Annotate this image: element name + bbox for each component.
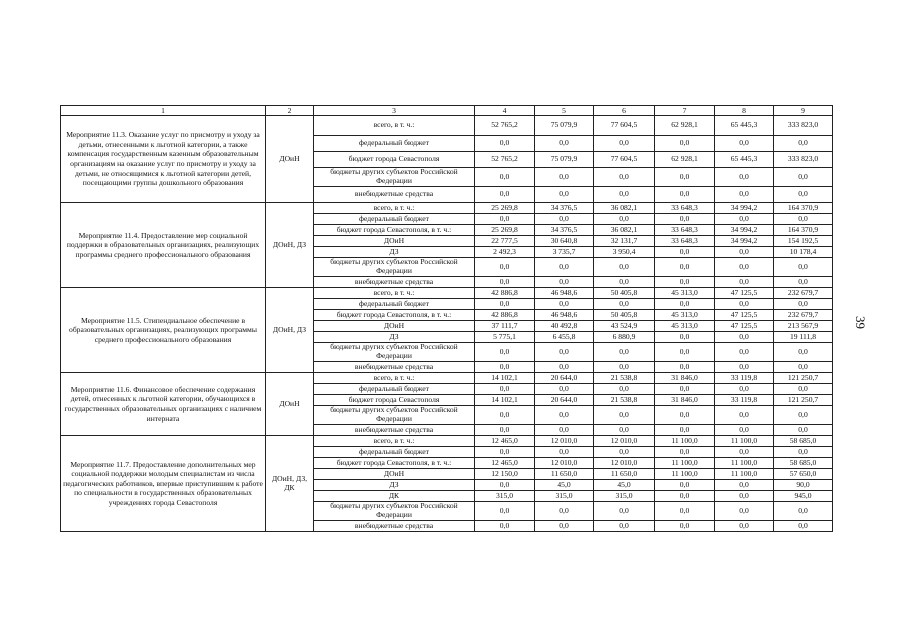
amount-cell: 5 775,1 [475, 332, 535, 343]
amount-cell: 0,0 [655, 362, 715, 373]
amount-cell: 0,0 [475, 521, 535, 532]
funding-source: бюджеты других субъектов Российской Федерации [314, 343, 475, 362]
amount-cell: 32 131,7 [594, 236, 655, 247]
amount-cell: 0,0 [535, 521, 594, 532]
amount-cell: 34 994,2 [715, 203, 774, 214]
funding-source: бюджет города Севастополя [314, 152, 475, 168]
table-row [61, 116, 833, 136]
amount-cell: 121 250,7 [774, 373, 833, 384]
amount-cell: 0,0 [715, 343, 774, 362]
amount-cell: 0,0 [774, 521, 833, 532]
amount-cell: 11 100,0 [655, 458, 715, 469]
amount-cell: 52 765,2 [475, 152, 535, 168]
amount-cell: 34 376,5 [535, 225, 594, 236]
amount-cell: 0,0 [774, 214, 833, 225]
amount-cell: 34 994,2 [715, 236, 774, 247]
funding-source: бюджеты других субъектов Российской Федерации [314, 406, 475, 425]
amount-cell: 11 100,0 [655, 469, 715, 480]
amount-cell: 0,0 [594, 277, 655, 288]
amount-cell: 0,0 [535, 425, 594, 436]
amount-cell: 34 994,2 [715, 225, 774, 236]
funding-source: федеральный бюджет [314, 384, 475, 395]
amount-cell: 0,0 [655, 343, 715, 362]
amount-cell: 6 880,9 [594, 332, 655, 343]
amount-cell: 0,0 [655, 136, 715, 152]
amount-cell: 45 313,0 [655, 288, 715, 299]
amount-cell: 0,0 [594, 406, 655, 425]
amount-cell: 12 010,0 [535, 458, 594, 469]
measure-executor: ДОиН, ДЗ [266, 203, 314, 288]
amount-cell: 0,0 [594, 168, 655, 187]
amount-cell: 0,0 [655, 332, 715, 343]
amount-cell: 0,0 [594, 136, 655, 152]
amount-cell: 315,0 [535, 491, 594, 502]
amount-cell: 36 082,1 [594, 225, 655, 236]
amount-cell: 0,0 [715, 480, 774, 491]
amount-cell: 164 370,9 [774, 203, 833, 214]
amount-cell: 19 111,8 [774, 332, 833, 343]
amount-cell: 14 102,1 [475, 395, 535, 406]
amount-cell: 0,0 [715, 168, 774, 187]
amount-cell: 0,0 [774, 425, 833, 436]
amount-cell: 0,0 [774, 136, 833, 152]
amount-cell: 45,0 [594, 480, 655, 491]
amount-cell: 0,0 [535, 136, 594, 152]
amount-cell: 164 370,9 [774, 225, 833, 236]
amount-cell: 0,0 [715, 425, 774, 436]
funding-source: бюджет города Севастополя [314, 395, 475, 406]
funding-source: ДЗ [314, 480, 475, 491]
amount-cell: 0,0 [715, 491, 774, 502]
amount-cell: 42 886,8 [475, 288, 535, 299]
amount-cell: 0,0 [655, 480, 715, 491]
amount-cell: 33 119,8 [715, 373, 774, 384]
amount-cell: 0,0 [535, 362, 594, 373]
amount-cell: 315,0 [594, 491, 655, 502]
funding-source: бюджеты других субъектов Российской Федерации [314, 258, 475, 277]
amount-cell: 0,0 [774, 168, 833, 187]
funding-source: всего, в т. ч.: [314, 203, 475, 214]
amount-cell: 0,0 [655, 277, 715, 288]
funding-source: федеральный бюджет [314, 299, 475, 310]
amount-cell: 0,0 [475, 384, 535, 395]
amount-cell: 0,0 [475, 425, 535, 436]
measure-executor: ДОиН [266, 116, 314, 203]
amount-cell: 0,0 [655, 521, 715, 532]
amount-cell: 0,0 [774, 299, 833, 310]
amount-cell: 0,0 [715, 384, 774, 395]
amount-cell: 0,0 [655, 214, 715, 225]
header-cell: 7 [655, 106, 715, 116]
amount-cell: 0,0 [715, 406, 774, 425]
amount-cell: 0,0 [715, 277, 774, 288]
amount-cell: 0,0 [774, 187, 833, 203]
amount-cell: 0,0 [594, 187, 655, 203]
header-cell: 4 [475, 106, 535, 116]
amount-cell: 0,0 [535, 384, 594, 395]
funding-source: внебюджетные средства [314, 425, 475, 436]
amount-cell: 30 640,8 [535, 236, 594, 247]
amount-cell: 0,0 [535, 299, 594, 310]
amount-cell: 315,0 [475, 491, 535, 502]
amount-cell: 3 950,4 [594, 247, 655, 258]
funding-source: внебюджетные средства [314, 362, 475, 373]
funding-source: внебюджетные средства [314, 277, 475, 288]
amount-cell: 0,0 [594, 214, 655, 225]
amount-cell: 0,0 [774, 502, 833, 521]
amount-cell: 0,0 [475, 343, 535, 362]
amount-cell: 58 685,0 [774, 436, 833, 447]
amount-cell: 58 685,0 [774, 458, 833, 469]
amount-cell: 0,0 [715, 299, 774, 310]
amount-cell: 45 313,0 [655, 310, 715, 321]
amount-cell: 0,0 [594, 521, 655, 532]
header-cell: 3 [314, 106, 475, 116]
amount-cell: 65 445,3 [715, 152, 774, 168]
amount-cell: 0,0 [594, 258, 655, 277]
table-row [61, 373, 833, 384]
funding-source: внебюджетные средства [314, 187, 475, 203]
amount-cell: 0,0 [655, 299, 715, 310]
amount-cell: 0,0 [655, 425, 715, 436]
measure-executor: ДОиН [266, 373, 314, 436]
amount-cell: 0,0 [655, 491, 715, 502]
amount-cell: 52 765,2 [475, 116, 535, 136]
amount-cell: 0,0 [535, 277, 594, 288]
measure-executor: ДОиН, ДЗ [266, 288, 314, 373]
amount-cell: 90,0 [774, 480, 833, 491]
header-cell: 5 [535, 106, 594, 116]
amount-cell: 77 604,5 [594, 116, 655, 136]
amount-cell: 945,0 [774, 491, 833, 502]
amount-cell: 37 111,7 [475, 321, 535, 332]
amount-cell: 0,0 [715, 247, 774, 258]
amount-cell: 0,0 [715, 332, 774, 343]
amount-cell: 0,0 [655, 502, 715, 521]
amount-cell: 0,0 [535, 406, 594, 425]
amount-cell: 213 567,9 [774, 321, 833, 332]
amount-cell: 0,0 [475, 502, 535, 521]
funding-source: бюджеты других субъектов Российской Федерации [314, 168, 475, 187]
table-row [61, 436, 833, 447]
header-cell: 2 [266, 106, 314, 116]
amount-cell: 14 102,1 [475, 373, 535, 384]
funding-source: ДЗ [314, 332, 475, 343]
amount-cell: 0,0 [715, 187, 774, 203]
funding-source: ДОиН [314, 321, 475, 332]
amount-cell: 0,0 [655, 447, 715, 458]
amount-cell: 3 735,7 [535, 247, 594, 258]
amount-cell: 0,0 [715, 136, 774, 152]
amount-cell: 0,0 [594, 343, 655, 362]
amount-cell: 11 100,0 [655, 436, 715, 447]
measure-name: Мероприятие 11.7. Предоставление дополнительных мер социальной поддержки молодым специалистам из числа педагогических работников, впервые приступившим к работе по специальности в государственных образовательных учреждениях города Севастополя [61, 436, 266, 532]
amount-cell: 0,0 [715, 362, 774, 373]
amount-cell: 50 405,8 [594, 310, 655, 321]
amount-cell: 31 846,0 [655, 373, 715, 384]
measure-name: Мероприятие 11.6. Финансовое обеспечение содержания детей, отнесенных к льготной категории, обучающихся в государственных образовательных организациях с наличием интерната [61, 373, 266, 436]
amount-cell: 20 644,0 [535, 373, 594, 384]
amount-cell: 47 125,5 [715, 321, 774, 332]
amount-cell: 46 948,6 [535, 310, 594, 321]
amount-cell: 232 679,7 [774, 310, 833, 321]
funding-source: всего, в т. ч.: [314, 116, 475, 136]
amount-cell: 0,0 [655, 406, 715, 425]
page-number: 39 [853, 316, 868, 329]
amount-cell: 33 648,3 [655, 225, 715, 236]
funding-source: бюджет города Севастополя, в т. ч.: [314, 310, 475, 321]
amount-cell: 75 079,9 [535, 116, 594, 136]
amount-cell: 121 250,7 [774, 395, 833, 406]
amount-cell: 75 079,9 [535, 152, 594, 168]
amount-cell: 50 405,8 [594, 288, 655, 299]
amount-cell: 34 376,5 [535, 203, 594, 214]
funding-source: федеральный бюджет [314, 447, 475, 458]
amount-cell: 0,0 [655, 258, 715, 277]
funding-source: ДЗ [314, 247, 475, 258]
funding-source: всего, в т. ч.: [314, 373, 475, 384]
header-cell: 9 [774, 106, 833, 116]
amount-cell: 0,0 [535, 502, 594, 521]
measure-name: Мероприятие 11.5. Стипендиальное обеспечение в образовательных организациях, реализующих программы среднего профессионального образования [61, 288, 266, 373]
amount-cell: 0,0 [715, 258, 774, 277]
amount-cell: 62 928,1 [655, 152, 715, 168]
amount-cell: 33 119,8 [715, 395, 774, 406]
amount-cell: 0,0 [535, 447, 594, 458]
amount-cell: 0,0 [594, 425, 655, 436]
amount-cell: 0,0 [475, 168, 535, 187]
table-row [61, 288, 833, 299]
amount-cell: 0,0 [655, 168, 715, 187]
table-row [61, 203, 833, 214]
amount-cell: 2 492,3 [475, 247, 535, 258]
amount-cell: 0,0 [774, 406, 833, 425]
funding-source: внебюджетные средства [314, 521, 475, 532]
amount-cell: 0,0 [594, 447, 655, 458]
amount-cell: 11 100,0 [715, 436, 774, 447]
amount-cell: 0,0 [475, 277, 535, 288]
amount-cell: 12 465,0 [475, 458, 535, 469]
amount-cell: 11 100,0 [715, 458, 774, 469]
amount-cell: 0,0 [774, 258, 833, 277]
amount-cell: 25 269,8 [475, 203, 535, 214]
amount-cell: 0,0 [475, 447, 535, 458]
measure-name: Мероприятие 11.3. Оказание услуг по присмотру и уходу за детьми, отнесенными к льготной категории, а также компенсация государственным казенным образовательным организациям на оказание услуг по присмотру и уходу за детьми, не относящимися к льготной категории детей, посещающими группы дошкольного образования [61, 116, 266, 203]
amount-cell: 232 679,7 [774, 288, 833, 299]
amount-cell: 0,0 [715, 214, 774, 225]
amount-cell: 0,0 [475, 258, 535, 277]
amount-cell: 0,0 [715, 521, 774, 532]
amount-cell: 154 192,5 [774, 236, 833, 247]
amount-cell: 65 445,3 [715, 116, 774, 136]
amount-cell: 11 650,0 [535, 469, 594, 480]
header-cell: 1 [61, 106, 266, 116]
amount-cell: 0,0 [475, 299, 535, 310]
amount-cell: 0,0 [655, 247, 715, 258]
funding-source: ДОиН [314, 469, 475, 480]
amount-cell: 0,0 [535, 258, 594, 277]
amount-cell: 0,0 [594, 502, 655, 521]
amount-cell: 0,0 [475, 187, 535, 203]
amount-cell: 11 100,0 [715, 469, 774, 480]
amount-cell: 333 823,0 [774, 116, 833, 136]
funding-source: ДОиН [314, 236, 475, 247]
amount-cell: 12 465,0 [475, 436, 535, 447]
amount-cell: 10 178,4 [774, 247, 833, 258]
amount-cell: 45 313,0 [655, 321, 715, 332]
measure-executor: ДОиН, ДЗ, ДК [266, 436, 314, 532]
amount-cell: 0,0 [774, 362, 833, 373]
header-cell: 6 [594, 106, 655, 116]
amount-cell: 0,0 [535, 168, 594, 187]
amount-cell: 0,0 [715, 502, 774, 521]
amount-cell: 0,0 [535, 343, 594, 362]
amount-cell: 33 648,3 [655, 203, 715, 214]
amount-cell: 21 538,8 [594, 395, 655, 406]
amount-cell: 0,0 [774, 384, 833, 395]
amount-cell: 0,0 [594, 384, 655, 395]
amount-cell: 47 125,5 [715, 288, 774, 299]
funding-source: ДК [314, 491, 475, 502]
funding-source: бюджет города Севастополя, в т. ч.: [314, 458, 475, 469]
amount-cell: 45,0 [535, 480, 594, 491]
header-row [61, 106, 833, 116]
amount-cell: 40 492,8 [535, 321, 594, 332]
amount-cell: 0,0 [774, 277, 833, 288]
amount-cell: 0,0 [475, 480, 535, 491]
amount-cell: 62 928,1 [655, 116, 715, 136]
amount-cell: 0,0 [535, 214, 594, 225]
funding-source: всего, в т. ч.: [314, 436, 475, 447]
table-body [61, 116, 833, 532]
funding-source: федеральный бюджет [314, 214, 475, 225]
funding-source: бюджеты других субъектов Российской Федерации [314, 502, 475, 521]
amount-cell: 21 538,8 [594, 373, 655, 384]
amount-cell: 31 846,0 [655, 395, 715, 406]
amount-cell: 77 604,5 [594, 152, 655, 168]
header-cell: 8 [715, 106, 774, 116]
amount-cell: 12 010,0 [594, 458, 655, 469]
amount-cell: 0,0 [655, 384, 715, 395]
amount-cell: 12 010,0 [535, 436, 594, 447]
measure-name: Мероприятие 11.4. Предоставление мер социальной поддержки в образовательных организациях, реализующих программы среднего профессионального образования [61, 203, 266, 288]
amount-cell: 0,0 [475, 362, 535, 373]
amount-cell: 33 648,3 [655, 236, 715, 247]
amount-cell: 0,0 [715, 447, 774, 458]
amount-cell: 20 644,0 [535, 395, 594, 406]
amount-cell: 43 524,9 [594, 321, 655, 332]
amount-cell: 12 010,0 [594, 436, 655, 447]
amount-cell: 0,0 [774, 343, 833, 362]
amount-cell: 36 082,1 [594, 203, 655, 214]
funding-source: федеральный бюджет [314, 136, 475, 152]
amount-cell: 42 886,8 [475, 310, 535, 321]
amount-cell: 12 150,0 [475, 469, 535, 480]
amount-cell: 0,0 [774, 447, 833, 458]
amount-cell: 0,0 [475, 406, 535, 425]
amount-cell: 22 777,5 [475, 236, 535, 247]
amount-cell: 333 823,0 [774, 152, 833, 168]
budget-table [60, 105, 833, 532]
funding-source: бюджет города Севастополя, в т. ч.: [314, 225, 475, 236]
amount-cell: 6 455,8 [535, 332, 594, 343]
amount-cell: 47 125,5 [715, 310, 774, 321]
amount-cell: 0,0 [655, 187, 715, 203]
amount-cell: 0,0 [535, 187, 594, 203]
amount-cell: 0,0 [475, 214, 535, 225]
amount-cell: 46 948,6 [535, 288, 594, 299]
amount-cell: 25 269,8 [475, 225, 535, 236]
amount-cell: 0,0 [594, 299, 655, 310]
amount-cell: 57 650,0 [774, 469, 833, 480]
funding-source: всего, в т. ч.: [314, 288, 475, 299]
amount-cell: 0,0 [475, 136, 535, 152]
amount-cell: 11 650,0 [594, 469, 655, 480]
amount-cell: 0,0 [594, 362, 655, 373]
